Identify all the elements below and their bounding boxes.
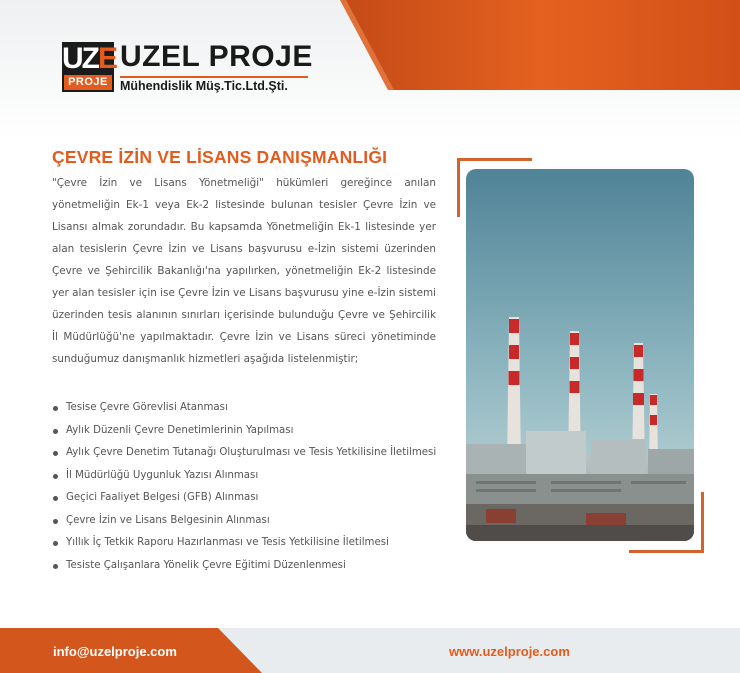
page-title: ÇEVRE İZİN VE LİSANS DANIŞMANLIĞI (52, 147, 388, 167)
bullet-icon (53, 406, 58, 411)
bullet-icon (53, 541, 58, 546)
list-item: Çevre İzin ve Lisans Belgesinin Alınması (52, 510, 452, 533)
footer-website-link[interactable]: www.uzelproje.com (449, 644, 570, 659)
list-item: Aylık Çevre Denetim Tutanağı Oluşturulması ve Tesis Yetkilisine İletilmesi (52, 442, 452, 465)
power-plant-photo (466, 169, 694, 541)
company-tagline: Mühendislik Müş.Tic.Ltd.Şti. (120, 79, 288, 93)
services-list (52, 397, 452, 577)
bullet-icon (53, 496, 58, 501)
bullet-icon (53, 564, 58, 569)
bullet-icon (53, 474, 58, 479)
footer-email-link[interactable]: info@uzelproje.com (53, 644, 177, 659)
bullet-icon (53, 519, 58, 524)
list-item: İl Müdürlüğü Uygunluk Yazısı Alınması (52, 465, 452, 488)
list-item: Tesiste Çalışanlara Yönelik Çevre Eğitimi Düzenlenmesi (52, 555, 452, 578)
intro-paragraph: "Çevre İzin ve Lisans Yönetmeliği" hükümleri gereğince anılan yönetmeliğin Ek-1 veya Ek-2 listesinde bulunan tesisler Çevre İzin ve Lisansı almak zorundadır. Bu kapsamda Yönetmeliğin Ek-1 listesinde yer alan tesislerin Çevre İzin ve Lisans başvurusu e-İzin sistemi üzerinden Çevre ve Şehircilik Bakanlığı'na yapılırken, yönetmeliğin Ek-2 listesinde yer alan tesisler için ise Çevre İzin ve Lisans başvurusu yine e-İzin sistemi üzerinden tesis alanının sınırları içerisinde bulunduğu Çevre ve Şehircilik İl Müdürlüğü'ne yapılmaktadır. Çevre İzin ve Lisans süreci yönetiminde sunduğumuz danışmanlık hizmetleri aşağıda listelenmiştir; (52, 177, 436, 365)
list-item: Yıllık İç Tetkik Raporu Hazırlanması ve Tesis Yetkilisine İletilmesi (52, 532, 452, 555)
logo-mark-sub: PROJE (64, 75, 112, 90)
logo-mark: UZE PROJE (62, 42, 114, 92)
bullet-icon (53, 429, 58, 434)
list-item: Aylık Düzenli Çevre Denetimlerinin Yapılması (52, 420, 452, 443)
bullet-icon (53, 451, 58, 456)
company-logo[interactable] (62, 42, 312, 98)
list-item: Tesise Çevre Görevlisi Atanması (52, 397, 452, 420)
company-name: UZEL PROJE (120, 40, 313, 73)
list-item: Geçici Faaliyet Belgesi (GFB) Alınması (52, 487, 452, 510)
